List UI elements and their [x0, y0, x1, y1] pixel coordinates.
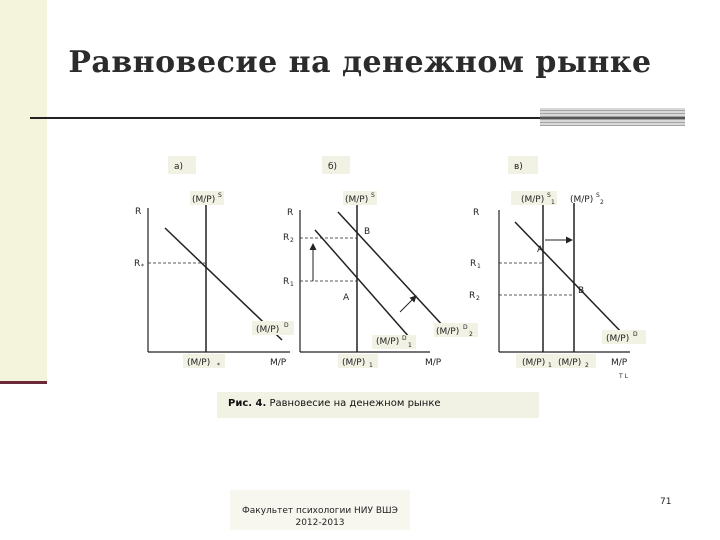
panel-a-x-label: M/P: [270, 358, 287, 368]
panel-b-tag: б): [328, 162, 338, 172]
panel-a-tag: а): [174, 162, 184, 172]
panel-b-d2-sup: D: [463, 324, 468, 331]
panel-c-s2-sub: 2: [600, 199, 604, 206]
panel-a-y-label: R: [135, 207, 142, 217]
panel-b-supply-label: (M/P): [345, 195, 369, 205]
panel-c: [469, 191, 646, 380]
panel-c-point-a: A: [537, 245, 544, 255]
panel-c-s1-sup: S: [547, 192, 551, 199]
panel-a-demand-sup: D: [284, 322, 289, 329]
panel-a-demand-label: (M/P): [256, 325, 280, 335]
panel-b: [283, 191, 478, 369]
panel-b-r2-sub: 2: [290, 237, 294, 244]
panel-b-x-label: M/P: [425, 358, 442, 368]
figure-caption: [228, 398, 441, 409]
panel-a: [134, 191, 294, 369]
panel-b-r2-label: R: [283, 233, 290, 243]
panel-c-m2-sub: 2: [585, 362, 589, 369]
panel-c-s1-label: (M/P): [521, 195, 545, 205]
panel-b-supply-sup: S: [371, 192, 375, 199]
panel-c-r2-sub: 2: [476, 295, 480, 302]
panel-b-r1-label: R: [283, 277, 290, 287]
panel-b-d1-sup: D: [402, 335, 407, 342]
panel-a-meq-sub: *: [217, 362, 220, 369]
panel-b-demand2-line: [338, 212, 445, 328]
caption-text: Равновесие на денежном рынке: [266, 398, 441, 409]
panel-c-x-tail: T L: [619, 373, 628, 380]
panel-b-shift-arrow: [400, 296, 416, 312]
panel-b-d1-label: (M/P): [376, 337, 400, 347]
panel-b-m1-sub: 1: [369, 362, 373, 369]
panel-c-s1-sub: 1: [551, 199, 555, 206]
panel-a-req-sub: *: [141, 263, 144, 270]
panel-b-r1-sub: 1: [290, 281, 294, 288]
panel-c-r2-label: R: [469, 291, 476, 301]
panel-c-m2-label: (M/P): [558, 358, 582, 368]
panel-c-demand-sup: D: [633, 331, 638, 338]
panel-b-d2-label: (M/P): [436, 327, 460, 337]
page-number: 71: [660, 497, 672, 507]
panel-c-m1-label: (M/P): [522, 358, 546, 368]
panel-a-supply-sup: S: [218, 192, 222, 199]
panel-a-meq-label: (M/P): [187, 358, 211, 368]
footer-line-2: 2012-2013: [295, 518, 345, 528]
footer: [230, 505, 410, 529]
panel-c-point-b: B: [578, 286, 585, 296]
panel-c-r1-label: R: [470, 259, 477, 269]
panel-c-tag: в): [514, 162, 523, 172]
panel-b-point-b: B: [364, 227, 371, 237]
panel-b-demand1-line: [315, 230, 410, 338]
panel-a-req-label: R: [134, 259, 141, 269]
panel-c-s2-label: (M/P): [570, 195, 594, 205]
panel-c-demand-line: [515, 222, 626, 337]
panel-c-y-label: R: [473, 208, 480, 218]
panel-c-x-label: M/P: [611, 358, 628, 368]
panel-c-m1-sub: 1: [548, 362, 552, 369]
panel-b-m1-label: (M/P): [342, 358, 366, 368]
panel-b-d1-sub: 1: [408, 342, 412, 349]
caption-prefix: Рис. 4.: [228, 398, 267, 409]
footer-line-1: Факультет психологии НИУ ВШЭ: [242, 506, 398, 516]
panel-c-r1-sub: 1: [477, 263, 481, 270]
panel-a-supply-label: (M/P): [192, 195, 216, 205]
panel-c-s2-sup: S: [596, 192, 600, 199]
panel-c-tag-bg: [508, 156, 538, 174]
slide-title: Равновесие на денежном рынке: [68, 45, 652, 80]
panel-c-demand-label: (M/P): [606, 334, 630, 344]
panel-b-point-a: A: [343, 293, 350, 303]
panel-b-d2-sub: 2: [469, 331, 473, 338]
panel-b-y-label: R: [287, 208, 294, 218]
